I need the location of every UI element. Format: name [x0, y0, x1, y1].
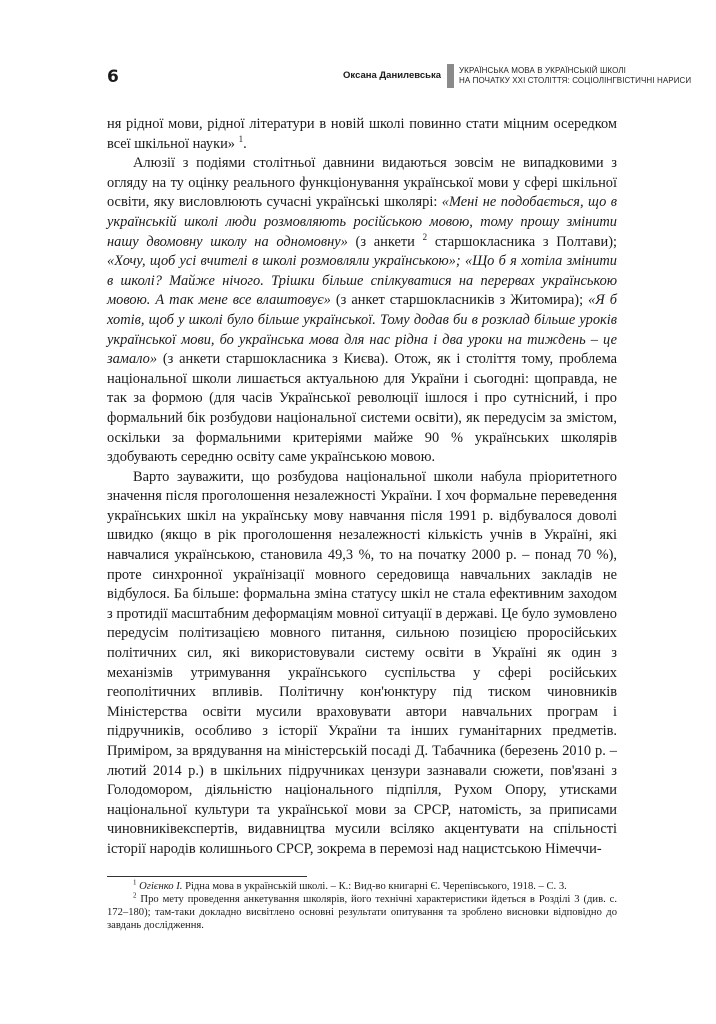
quote-1: «Мені не подобається, що в українській школі люди розмовляють російською мовою, тому прошу змінити нашу двомовну школу на одномовну» [107, 194, 617, 250]
header-divider-bar [447, 64, 454, 88]
paragraph-2-text-c: старшокласника з Полтави); [427, 233, 617, 250]
main-text [107, 115, 617, 860]
author-name: Оксана Данилевська [343, 70, 441, 81]
paragraph-1-tail: . [243, 135, 247, 152]
paragraph-2-text-e: (з анкети старшокласника з Києва). Отож, як і століття тому, проблема національної школи лишається актуальною для України і сьогодні: щоправда, не так за формою (для часів Української революції ішлося і про сутнісний, і про формальний бік розбудови національної системи освіти), як передусім за змістом, оскільки за формальними критеріями майже 90 % українських школярів здобувають середню освіту саме українською мовою. [107, 351, 617, 466]
footnote-1-number: 1 [133, 878, 137, 887]
footnote-rule [107, 876, 307, 877]
footnote-1-author: Огієнко І. [139, 881, 183, 892]
paragraph-3: Варто зауважити, що розбудова національної школи набула пріоритетного значення після проголошення незалежності України. І хоч формальне переведення українських шкіл на українську мову навчання після 1991 р. відбувалося доволі швидко (якщо в рік проголошення незалежності кількість учнів в Україні, які навчалися українською, становила 49,3 %, то на початку 2000 р. – понад 70 %), проте синхронної українізації мовного середовища навчальних закладів не відбулося. Ба більше: формальна зміна статусу шкіл не стала ефективним заходом з протидії масштабним деформаціям мовної ситуації в державі. Це було зумовлено передусім політизацією мовного питання, сильною позицією проросійських політичних сил, які використовували систему освіти в Україні як один з механізмів утримування українського суспільства у сфері російських геополітичних впливів. Політичну кон'юнктуру під тиском чиновників Міністерства освіти мусили враховувати автори навчальних програм і підручників, особливо з історії України та інших гуманітарних предметів. Приміром, за врядування на міністерській посаді Д. Табачника (березень 2010 р. – лютий 2014 р.) в шкільних підручниках цензури зазнавали сюжети, пов'язані з Голодомором, діяльністю національного підпілля, Рухом Опору, утисками національної культури та української мови за СРСР, натомість, за приписами чиновниківекспертів, видавництва мусили всіляко акцентувати на спільності історії народів колишнього СРСР, зокрема в перемозі над нацистською Німеччи- [107, 468, 617, 857]
footnote-2 [107, 893, 617, 932]
footnote-1-text: Рідна мова в українській школі. – К.: Вид-во книгарні Є. Черепівського, 1918. – С. 3. [182, 881, 567, 892]
page-number: 6 [107, 67, 119, 87]
paragraph-1-text: ня рідної мови, рідної літератури в новій школі повинно стати міцним осередком всеї шкільної науки» [107, 116, 617, 152]
book-title [459, 66, 692, 86]
paragraph-2-text-b: (з анкети [347, 233, 423, 250]
footnote-ref-1: 1 [238, 133, 244, 144]
quote-2: «Хочу, щоб усі вчителі в школі розмовляли українською»; «Що б я хотіла змінити в школі? Майже нічого. Трішки більше спілкуватися на перервах українською мовою. А так мене все влаштовує» [107, 253, 617, 309]
footnote-ref-2: 2 [422, 231, 428, 242]
paragraph-1 [107, 115, 617, 154]
footnote-2-text: Про мету проведення анкетування школярів, його технічні характеристики йдеться в Розділі 3 (див. с. 172–180); там-таки докладно висвітлено основні результати опитування та зроблено висновки відповідно до завдань дослідження. [107, 894, 617, 931]
book-title-line-2: НА ПОЧАТКУ XXI СТОЛІТТЯ: СОЦІОЛІНГВІСТИЧНІ НАРИСИ [459, 76, 692, 85]
paragraph-2-text-d: (з анкет старшокласників з Житомира); [330, 292, 589, 309]
footnotes [107, 876, 617, 932]
quote-3: «Я б хотів, щоб у школі було більше української. Тому додав би в розклад більше уроків української мови, бо українська мова для нас рідна і два уроки на тиждень – це замало» [107, 292, 617, 368]
footnote-1 [107, 880, 617, 893]
paragraph-2 [107, 154, 617, 468]
footnote-2-number: 2 [133, 891, 137, 900]
paragraph-2-text-a: Алюзії з подіями столітньої давнини видаються зовсім не випадковими з огляду на ту оцінку реального функціонування української мови у сфері шкільної освіти, яку висловлюють сучасні українські школярі: [107, 155, 617, 211]
running-header [107, 66, 692, 94]
book-title-line-1: УКРАЇНСЬКА МОВА В УКРАЇНСЬКІЙ ШКОЛІ [459, 66, 626, 75]
